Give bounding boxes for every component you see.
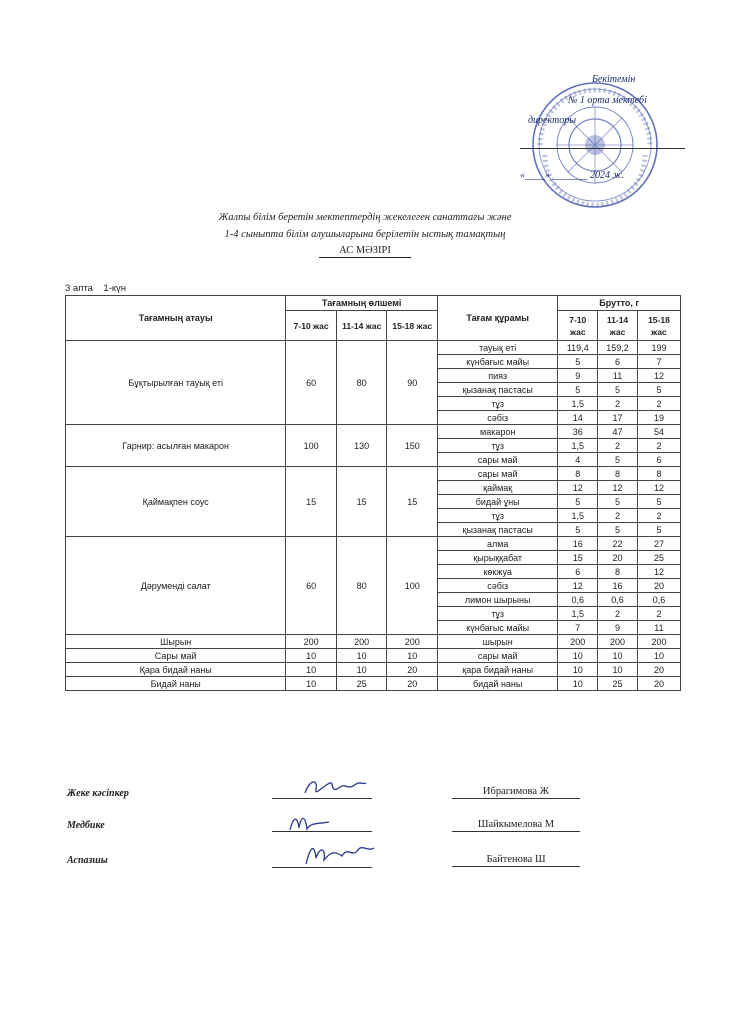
- ingredient-cell: бидай ұны: [437, 495, 557, 509]
- portion-cell: 15: [387, 467, 438, 537]
- gross-cell: 27: [637, 537, 680, 551]
- menu-heading-text: АС МӘЗІРІ: [319, 245, 411, 258]
- week-day-label: 3 апта 1-күн: [65, 283, 127, 294]
- gross-cell: 2: [637, 439, 680, 453]
- gross-cell: 10: [637, 649, 680, 663]
- header-gross-age: 7-10 жас: [558, 311, 598, 341]
- gross-cell: 9: [598, 621, 638, 635]
- menu-table: [65, 295, 681, 691]
- ingredient-cell: қызанақ пастасы: [437, 523, 557, 537]
- gross-cell: 12: [637, 481, 680, 495]
- ingredient-cell: сәбіз: [437, 579, 557, 593]
- title-line-1: Жалпы білім беретін мектептердің жекелеген санаттағы және: [218, 212, 512, 223]
- gross-cell: 199: [637, 341, 680, 355]
- dish-name-cell: Сары май: [66, 649, 286, 663]
- gross-cell: 5: [558, 355, 598, 369]
- ingredient-cell: күнбағыс майы: [437, 355, 557, 369]
- gross-cell: 0,6: [558, 593, 598, 607]
- gross-cell: 5: [637, 495, 680, 509]
- portion-cell: 60: [286, 537, 337, 635]
- gross-cell: 10: [558, 649, 598, 663]
- portion-cell: 100: [286, 425, 337, 467]
- gross-cell: 16: [598, 579, 638, 593]
- gross-cell: 12: [637, 565, 680, 579]
- gross-cell: 17: [598, 411, 638, 425]
- ingredient-cell: пияз: [437, 369, 557, 383]
- gross-cell: 12: [598, 481, 638, 495]
- signature-name: Байтенова Ш: [452, 854, 580, 867]
- gross-cell: 12: [558, 579, 598, 593]
- ingredient-cell: бидай наны: [437, 677, 557, 691]
- dish-name-cell: Бидай наны: [66, 677, 286, 691]
- header-composition: Тағам құрамы: [437, 296, 557, 341]
- gross-cell: 12: [558, 481, 598, 495]
- header-portion-age: 7-10 жас: [286, 311, 337, 341]
- gross-cell: 7: [558, 621, 598, 635]
- approval-line-1: Бекітемін: [592, 74, 636, 85]
- portion-cell: 80: [336, 537, 387, 635]
- table-row: [66, 663, 681, 677]
- gross-cell: 20: [637, 677, 680, 691]
- portion-cell: 130: [336, 425, 387, 467]
- title-line-2: 1-4 сыныпта білім алушыларына берілетін ыстық тамақтың: [224, 229, 506, 240]
- gross-cell: 2: [598, 439, 638, 453]
- ingredient-cell: қара бидай наны: [437, 663, 557, 677]
- gross-cell: 7: [637, 355, 680, 369]
- portion-cell: 20: [387, 677, 438, 691]
- gross-cell: 8: [558, 467, 598, 481]
- dish-name-cell: Гарнир: асылған макарон: [66, 425, 286, 467]
- approval-signature-line: [520, 148, 685, 149]
- portion-cell: 150: [387, 425, 438, 467]
- portion-cell: 100: [387, 537, 438, 635]
- gross-cell: 1,5: [558, 509, 598, 523]
- portion-cell: 90: [387, 341, 438, 425]
- gross-cell: 8: [637, 467, 680, 481]
- menu-table-body: [66, 341, 681, 691]
- gross-cell: 159,2: [598, 341, 638, 355]
- signature-name: Ибрагимова Ж: [452, 786, 580, 799]
- gross-cell: 1,5: [558, 439, 598, 453]
- dish-name-cell: Қаймақпен соус: [66, 467, 286, 537]
- gross-cell: 2: [637, 509, 680, 523]
- table-row: [66, 341, 681, 355]
- portion-cell: 80: [336, 341, 387, 425]
- gross-cell: 2: [637, 607, 680, 621]
- portion-cell: 10: [286, 677, 337, 691]
- handwritten-signature: [300, 775, 370, 800]
- gross-cell: 5: [598, 383, 638, 397]
- portion-cell: 10: [286, 663, 337, 677]
- dish-name-cell: Қара бидай наны: [66, 663, 286, 677]
- gross-cell: 200: [598, 635, 638, 649]
- ingredient-cell: тұз: [437, 397, 557, 411]
- portion-cell: 15: [336, 467, 387, 537]
- header-portion: Тағамның өлшемі: [286, 296, 438, 311]
- ingredient-cell: тұз: [437, 509, 557, 523]
- ingredient-cell: қызанақ пастасы: [437, 383, 557, 397]
- header-portion-age: 15-18 жас: [387, 311, 438, 341]
- header-gross: Брутто, г: [558, 296, 681, 311]
- signature-role: Медбике: [67, 820, 105, 831]
- gross-cell: 5: [558, 523, 598, 537]
- ingredient-cell: тұз: [437, 607, 557, 621]
- gross-cell: 22: [598, 537, 638, 551]
- gross-cell: 15: [558, 551, 598, 565]
- ingredient-cell: сары май: [437, 467, 557, 481]
- gross-cell: 12: [637, 369, 680, 383]
- gross-cell: 2: [637, 397, 680, 411]
- dish-name-cell: Дәруменді салат: [66, 537, 286, 635]
- gross-cell: 36: [558, 425, 598, 439]
- ingredient-cell: сары май: [437, 649, 557, 663]
- gross-cell: 19: [637, 411, 680, 425]
- gross-cell: 6: [637, 453, 680, 467]
- approval-date: «____» _______ 2024 ж.: [520, 170, 625, 181]
- ingredient-cell: тұз: [437, 439, 557, 453]
- gross-cell: 16: [558, 537, 598, 551]
- gross-cell: 11: [598, 369, 638, 383]
- handwritten-signature: [300, 838, 380, 870]
- table-row: [66, 677, 681, 691]
- gross-cell: 10: [598, 649, 638, 663]
- gross-cell: 1,5: [558, 607, 598, 621]
- header-gross-age: 11-14 жас: [598, 311, 638, 341]
- gross-cell: 9: [558, 369, 598, 383]
- ingredient-cell: лимон шырыны: [437, 593, 557, 607]
- gross-cell: 5: [558, 495, 598, 509]
- approval-line-3: директоры: [528, 115, 577, 126]
- gross-cell: 0,6: [637, 593, 680, 607]
- gross-cell: 1,5: [558, 397, 598, 411]
- gross-cell: 5: [558, 383, 598, 397]
- gross-cell: 200: [637, 635, 680, 649]
- header-dish-name: Тағамның атауы: [66, 296, 286, 341]
- gross-cell: 20: [598, 551, 638, 565]
- gross-cell: 6: [558, 565, 598, 579]
- portion-cell: 200: [387, 635, 438, 649]
- gross-cell: 54: [637, 425, 680, 439]
- portion-cell: 200: [336, 635, 387, 649]
- gross-cell: 10: [598, 663, 638, 677]
- ingredient-cell: қырыққабат: [437, 551, 557, 565]
- gross-cell: 20: [637, 579, 680, 593]
- signature-name: Шайкымелова М: [452, 819, 580, 832]
- gross-cell: 20: [637, 663, 680, 677]
- header-portion-age: 11-14 жас: [336, 311, 387, 341]
- gross-cell: 11: [637, 621, 680, 635]
- ingredient-cell: тауық еті: [437, 341, 557, 355]
- approval-block: [520, 70, 690, 190]
- gross-cell: 10: [558, 677, 598, 691]
- ingredient-cell: қаймақ: [437, 481, 557, 495]
- gross-cell: 10: [558, 663, 598, 677]
- ingredient-cell: көкжуа: [437, 565, 557, 579]
- table-row: [66, 635, 681, 649]
- table-row: [66, 467, 681, 481]
- ingredient-cell: сәбіз: [437, 411, 557, 425]
- table-row: [66, 537, 681, 551]
- gross-cell: 8: [598, 467, 638, 481]
- gross-cell: 4: [558, 453, 598, 467]
- portion-cell: 25: [336, 677, 387, 691]
- portion-cell: 10: [336, 649, 387, 663]
- dish-name-cell: Шырын: [66, 635, 286, 649]
- portion-cell: 20: [387, 663, 438, 677]
- approval-line-2: № 1 орта мектебі: [568, 95, 647, 106]
- gross-cell: 2: [598, 509, 638, 523]
- gross-cell: 5: [637, 523, 680, 537]
- gross-cell: 47: [598, 425, 638, 439]
- gross-cell: 2: [598, 607, 638, 621]
- gross-cell: 14: [558, 411, 598, 425]
- portion-cell: 60: [286, 341, 337, 425]
- ingredient-cell: алма: [437, 537, 557, 551]
- gross-cell: 6: [598, 355, 638, 369]
- gross-cell: 5: [598, 523, 638, 537]
- portion-cell: 10: [286, 649, 337, 663]
- gross-cell: 25: [598, 677, 638, 691]
- gross-cell: 2: [598, 397, 638, 411]
- header-gross-age: 15-18 жас: [637, 311, 680, 341]
- handwritten-signature: [285, 810, 335, 835]
- portion-cell: 15: [286, 467, 337, 537]
- signature-role: Жеке кәсіпкер: [67, 788, 129, 799]
- dish-name-cell: Бұқтырылған тауық еті: [66, 341, 286, 425]
- gross-cell: 0,6: [598, 593, 638, 607]
- table-row: [66, 649, 681, 663]
- menu-heading: [140, 245, 590, 258]
- portion-cell: 10: [387, 649, 438, 663]
- gross-cell: 5: [637, 383, 680, 397]
- table-row: [66, 425, 681, 439]
- ingredient-cell: шырын: [437, 635, 557, 649]
- gross-cell: 119,4: [558, 341, 598, 355]
- signature-role: Аспазшы: [67, 855, 108, 866]
- ingredient-cell: күнбағыс майы: [437, 621, 557, 635]
- gross-cell: 200: [558, 635, 598, 649]
- gross-cell: 5: [598, 495, 638, 509]
- portion-cell: 10: [336, 663, 387, 677]
- gross-cell: 25: [637, 551, 680, 565]
- ingredient-cell: макарон: [437, 425, 557, 439]
- portion-cell: 200: [286, 635, 337, 649]
- gross-cell: 8: [598, 565, 638, 579]
- gross-cell: 5: [598, 453, 638, 467]
- ingredient-cell: сары май: [437, 453, 557, 467]
